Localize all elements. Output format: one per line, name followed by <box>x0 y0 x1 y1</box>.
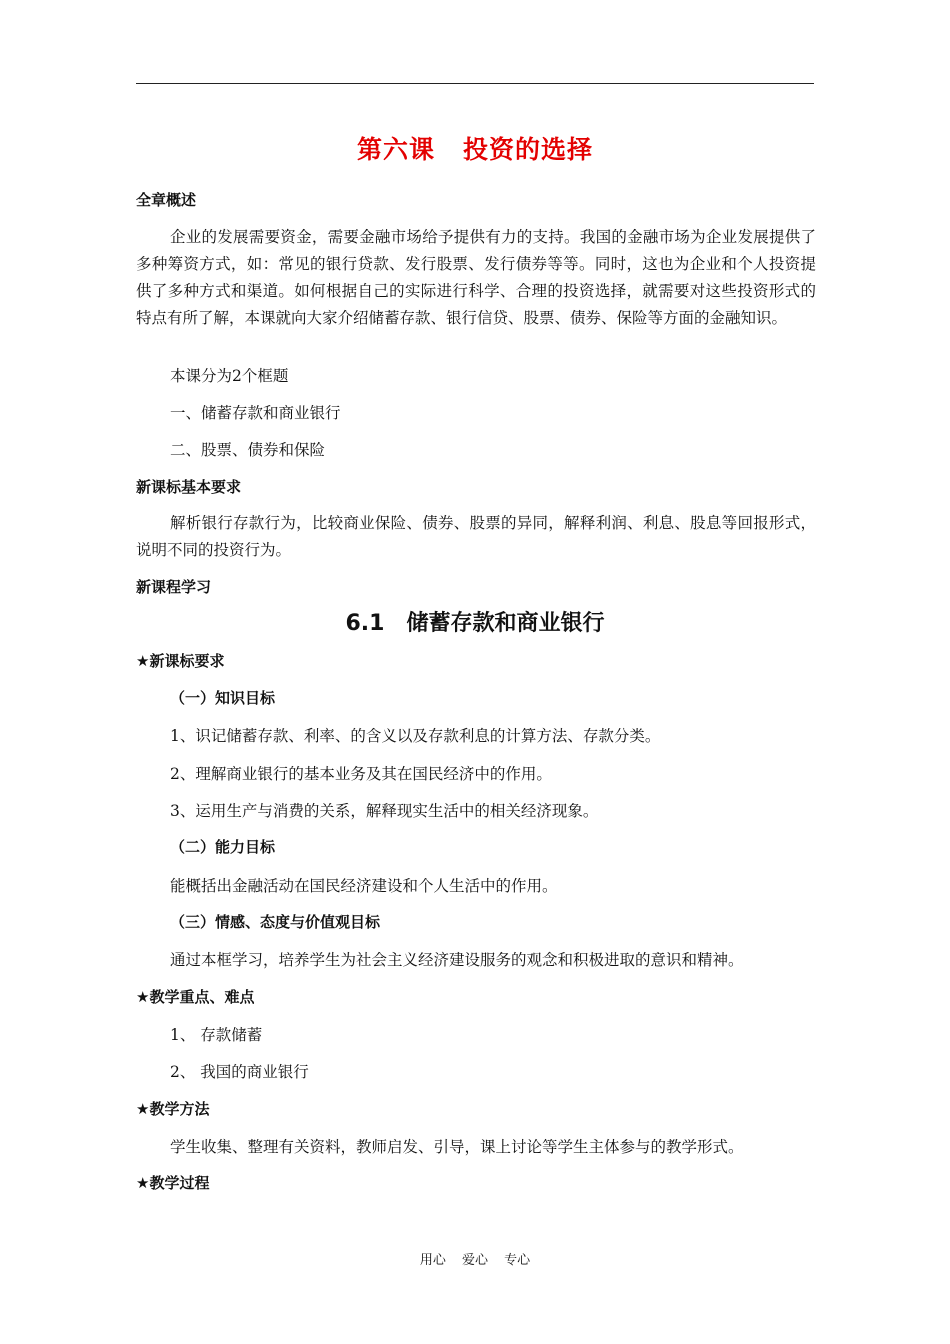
knowledge-item-2: 2、理解商业银行的基本业务及其在国民经济中的作用。 <box>170 765 552 783</box>
title-lesson: 第六课 <box>356 135 435 164</box>
knowledge-item-3: 3、运用生产与消费的关系，解释现实生活中的相关经济现象。 <box>170 802 599 820</box>
method-text: 学生收集、整理有关资料，教师启发、引导，课上讨论等学生主体参与的教学形式。 <box>170 1138 744 1156</box>
section-number: 6.1 <box>345 611 385 636</box>
process-heading: ★教学过程 <box>136 1174 210 1192</box>
section-title <box>0 606 950 637</box>
page-title <box>0 130 950 166</box>
standard-heading: 新课标基本要求 <box>136 478 242 496</box>
ability-text: 能概括出金融活动在国民经济建设和个人生活中的作用。 <box>170 877 558 895</box>
keypoint-item-2: 2、 我国的商业银行 <box>170 1063 309 1081</box>
header-rule <box>136 83 814 84</box>
page-footer <box>0 1249 950 1268</box>
emotion-heading: （三）情感、态度与价值观目标 <box>170 913 381 931</box>
requirements-heading: ★新课标要求 <box>136 652 225 670</box>
footer-text-2: 爱心 <box>461 1253 488 1268</box>
overview-heading: 全章概述 <box>136 191 197 209</box>
knowledge-item-1: 1、识记储蓄存款、利率、的含义以及存款利息的计算方法、存款分类。 <box>170 727 661 745</box>
keypoints-heading: ★教学重点、难点 <box>136 988 255 1006</box>
framework-item-1: 一、储蓄存款和商业银行 <box>170 404 341 422</box>
standard-paragraph: 解析银行存款行为，比较商业保险、债券、股票的异同，解释利润、利息、股息等回报形式，说明不同的投资行为。 <box>136 514 816 559</box>
ability-heading: （二）能力目标 <box>170 838 276 856</box>
section-name: 储蓄存款和商业银行 <box>406 611 605 636</box>
emotion-text: 通过本框学习，培养学生为社会主义经济建设服务的观念和积极进取的意识和精神。 <box>170 951 744 969</box>
study-heading: 新课程学习 <box>136 578 212 596</box>
title-topic: 投资的选择 <box>463 135 594 164</box>
footer-text-3: 专心 <box>504 1253 531 1268</box>
method-heading: ★教学方法 <box>136 1100 210 1118</box>
overview-paragraph: 企业的发展需要资金，需要金融市场给予提供有力的支持。我国的金融市场为企业发展提供了多种筹资方式，如：常见的银行贷款、发行股票、发行债券等等。同时，这也为企业和个人投资提供了多种方式和渠道。如何根据自己的实际进行科学、合理的投资选择，就需要对这些投资形式的特点有所了解，本课就向大家介绍储蓄存款、银行信贷、股票、债券、保险等方面的金融知识。 <box>136 228 816 327</box>
knowledge-heading: （一）知识目标 <box>170 689 276 707</box>
keypoint-item-1: 1、 存款储蓄 <box>170 1026 263 1044</box>
footer-text-1: 用心 <box>419 1253 446 1268</box>
framework-item-2: 二、股票、债券和保险 <box>170 441 326 459</box>
framework-intro: 本课分为2个框题 <box>170 367 289 385</box>
